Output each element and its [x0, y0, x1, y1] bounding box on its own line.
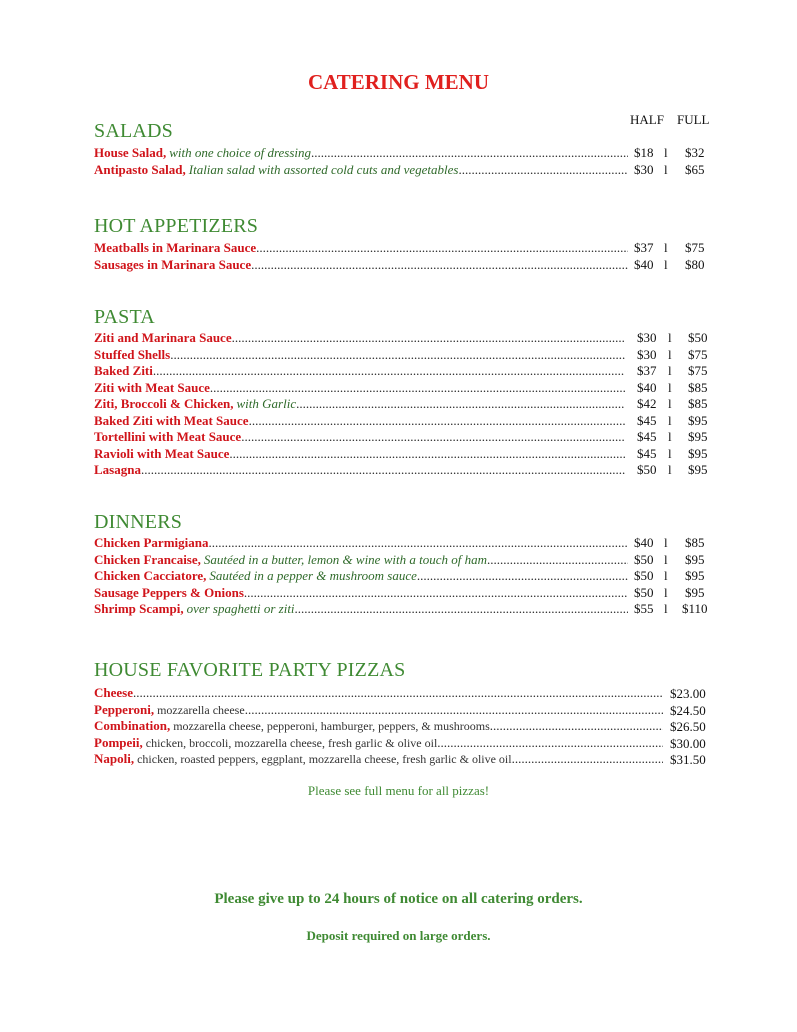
- half-price: $30: [634, 161, 654, 177]
- menu-item-description: mozzarella cheese, pepperoni, hamburger, peppers, & mushrooms: [173, 719, 490, 733]
- menu-item: [94, 568, 628, 584]
- menu-item: [94, 702, 663, 718]
- dot-leader: [245, 702, 663, 718]
- dot-leader: [208, 535, 628, 551]
- half-column-header: HALF: [630, 112, 664, 127]
- menu-item: [94, 718, 663, 734]
- dot-leader: [241, 429, 625, 445]
- notice-text: Please give up to 24 hours of notice on all catering orders.: [214, 891, 583, 907]
- menu-item-name: Lasagna: [94, 462, 141, 477]
- menu-item-description: chicken, roasted peppers, eggplant, mozzarella cheese, fresh garlic & olive oil: [137, 752, 512, 766]
- dot-leader: [490, 718, 663, 734]
- dot-leader: [210, 380, 625, 396]
- menu-item-description: over spaghetti or ziti: [186, 601, 295, 616]
- price-separator: l: [668, 445, 672, 461]
- price-separator: l: [668, 346, 672, 362]
- menu-item: [94, 413, 625, 429]
- price-separator: l: [668, 379, 672, 395]
- dot-leader: [458, 162, 628, 178]
- dot-leader: [311, 145, 628, 161]
- menu-item: [94, 552, 628, 568]
- menu-item-name: Sausages in Marinara Sauce: [94, 256, 252, 272]
- menu-item: [94, 601, 628, 617]
- half-price: $40: [634, 256, 654, 272]
- full-price: $85: [685, 535, 705, 550]
- full-price: $65: [685, 161, 705, 177]
- pizza-price: $23.00: [670, 686, 706, 701]
- menu-item: [94, 429, 625, 445]
- full-price: $95: [685, 568, 705, 583]
- price-separator: l: [664, 535, 668, 550]
- full-price: $50: [688, 330, 708, 345]
- menu-item: [94, 347, 625, 363]
- menu-item-description: Sautéed in a butter, lemon & wine with a touch of ham: [203, 551, 487, 567]
- full-price: $80: [685, 256, 705, 272]
- price-separator: l: [664, 240, 668, 255]
- half-price: $37: [637, 363, 657, 378]
- full-price: $85: [688, 396, 708, 411]
- full-price: $95: [688, 429, 708, 444]
- menu-item: [94, 751, 663, 767]
- full-price: $32: [685, 145, 705, 160]
- menu-item: [94, 535, 628, 551]
- menu-item-name: Napoli,: [94, 751, 135, 766]
- dot-leader: [170, 347, 625, 363]
- menu-item-name: Pepperoni,: [94, 701, 155, 717]
- half-price: $30: [637, 346, 657, 362]
- menu-item-name: Antipasto Salad,: [94, 161, 186, 177]
- full-price: $110: [682, 601, 708, 616]
- menu-item-description: chicken, broccoli, mozzarella cheese, fresh garlic & olive oil: [145, 735, 438, 750]
- dot-leader: [256, 240, 628, 256]
- price-separator: l: [668, 396, 672, 411]
- price-separator: l: [664, 568, 668, 583]
- menu-item-name: Chicken Francaise,: [94, 551, 201, 567]
- section-title-salads: SALADS: [94, 120, 173, 142]
- menu-item: [94, 330, 625, 346]
- menu-item-name: Shrimp Scampi,: [94, 601, 184, 616]
- menu-item-name: Cheese: [94, 685, 133, 700]
- dot-leader: [153, 363, 625, 379]
- page-title: CATERING MENU: [307, 70, 490, 94]
- menu-item-name: Meatballs in Marinara Sauce: [94, 240, 257, 255]
- full-price: $75: [685, 240, 705, 255]
- pizza-price: $26.50: [670, 719, 706, 734]
- full-price: $95: [688, 445, 708, 461]
- menu-item: [94, 735, 663, 751]
- menu-item: [94, 585, 628, 601]
- full-price: $75: [688, 346, 708, 362]
- menu-item: [94, 446, 625, 462]
- menu-item-name: Combination,: [94, 718, 171, 733]
- dot-leader: [296, 396, 625, 412]
- half-price: $18: [634, 145, 654, 160]
- menu-item: [94, 145, 628, 161]
- menu-item: [94, 685, 663, 701]
- price-separator: l: [668, 330, 672, 345]
- menu-item: [94, 396, 625, 412]
- full-price: $95: [685, 551, 705, 567]
- full-price: $95: [685, 584, 705, 600]
- half-price: $50: [634, 584, 654, 600]
- dot-leader: [487, 552, 628, 568]
- pizza-note: Please see full menu for all pizzas!: [307, 783, 490, 798]
- full-price: $85: [688, 379, 708, 395]
- menu-item: [94, 462, 625, 478]
- half-price: $45: [637, 445, 657, 461]
- section-title-hot-appetizers: HOT APPETIZERS: [94, 215, 259, 237]
- menu-item: [94, 257, 628, 273]
- half-price: $37: [634, 240, 654, 255]
- full-column-header: FULL: [677, 112, 710, 127]
- pizza-price: $31.50: [670, 752, 706, 767]
- menu-item-name: House Salad,: [94, 145, 167, 160]
- dot-leader: [232, 330, 625, 346]
- half-price: $40: [634, 535, 654, 550]
- section-title-pasta: PASTA: [94, 306, 155, 328]
- dot-leader: [251, 257, 628, 273]
- menu-item: [94, 380, 625, 396]
- menu-item: [94, 240, 628, 256]
- price-separator: l: [664, 551, 668, 567]
- pizza-price: $30.00: [670, 735, 706, 751]
- half-price: $50: [634, 568, 654, 583]
- dot-leader: [295, 601, 628, 617]
- price-separator: l: [664, 161, 668, 177]
- menu-item-description: with one choice of dressing: [169, 145, 312, 160]
- section-title-dinners: DINNERS: [94, 511, 183, 533]
- half-price: $40: [637, 379, 657, 395]
- menu-item-description: mozzarella cheese: [157, 702, 245, 717]
- dot-leader: [417, 568, 628, 584]
- half-price: $45: [637, 429, 657, 444]
- dot-leader: [141, 462, 625, 478]
- half-price: $30: [637, 330, 657, 345]
- full-price: $95: [688, 462, 708, 477]
- price-separator: l: [664, 256, 668, 272]
- menu-item: [94, 363, 625, 379]
- pizza-price: $24.50: [670, 702, 706, 718]
- menu-item-name: Tortellini with Meat Sauce: [94, 429, 242, 444]
- menu-item: [94, 162, 628, 178]
- menu-item-name: Sausage Peppers & Onions: [94, 584, 244, 600]
- half-price: $42: [637, 396, 657, 411]
- half-price: $50: [634, 551, 654, 567]
- dot-leader: [437, 735, 663, 751]
- half-price: $45: [637, 412, 657, 428]
- price-separator: l: [664, 584, 668, 600]
- menu-item-name: Ravioli with Meat Sauce: [94, 445, 230, 461]
- price-separator: l: [668, 429, 672, 444]
- menu-item-name: Baked Ziti with Meat Sauce: [94, 412, 249, 428]
- menu-item-description: Sautéed in a pepper & mushroom sauce: [209, 568, 417, 583]
- menu-item-name: Stuffed Shells: [94, 346, 171, 362]
- price-separator: l: [668, 363, 672, 378]
- dot-leader: [133, 685, 663, 701]
- price-separator: l: [668, 462, 672, 477]
- menu-item-name: Baked Ziti: [94, 363, 153, 378]
- section-title-house-favorite-party-pizzas: HOUSE FAVORITE PARTY PIZZAS: [94, 659, 406, 681]
- full-price: $75: [688, 363, 708, 378]
- menu-item-name: Chicken Parmigiana: [94, 535, 209, 550]
- menu-item-name: Pompeii,: [94, 734, 143, 750]
- dot-leader: [249, 413, 625, 429]
- half-price: $50: [637, 462, 657, 477]
- price-separator: l: [664, 601, 668, 616]
- dot-leader: [244, 585, 628, 601]
- menu-item-name: Ziti and Marinara Sauce: [94, 330, 232, 345]
- menu-item-name: Ziti with Meat Sauce: [94, 379, 210, 395]
- price-separator: l: [668, 412, 672, 428]
- full-price: $95: [688, 412, 708, 428]
- menu-item-name: Ziti, Broccoli & Chicken,: [94, 396, 234, 411]
- deposit-text: Deposit required on large orders.: [306, 928, 491, 943]
- price-separator: l: [664, 145, 668, 160]
- menu-item-description: with Garlic: [236, 396, 297, 411]
- half-price: $55: [634, 601, 654, 616]
- menu-item-description: Italian salad with assorted cold cuts and vegetables: [188, 161, 459, 177]
- dot-leader: [229, 446, 625, 462]
- dot-leader: [512, 751, 663, 767]
- menu-item-name: Chicken Cacciatore,: [94, 568, 207, 583]
